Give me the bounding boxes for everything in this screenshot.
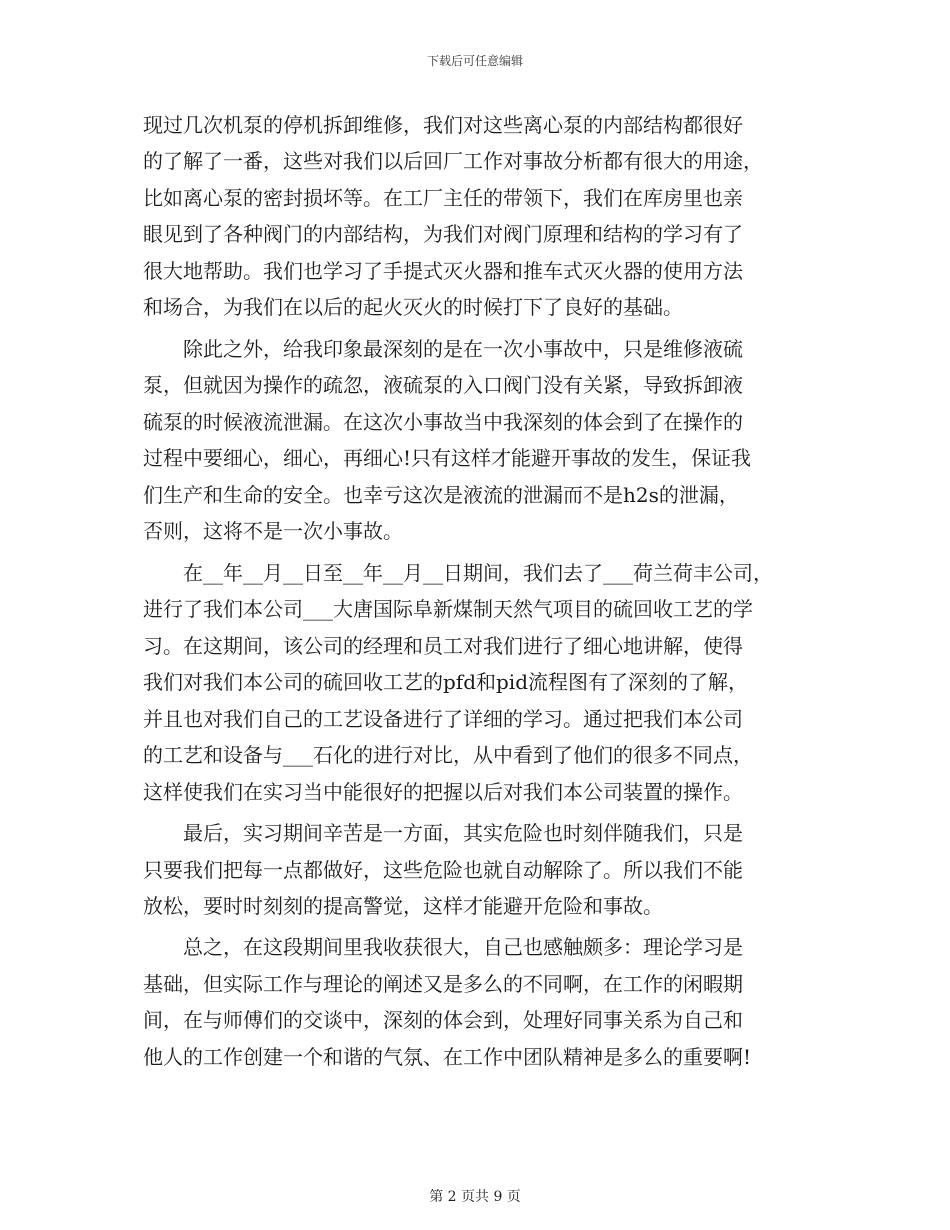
text-line: 除此之外，给我印象最深刻的是在一次小事故中，只是维修液硫	[143, 337, 743, 361]
text-line: 这样使我们在实习当中能很好的把握以后对我们本公司装置的操作。	[143, 780, 743, 804]
text-line: 们生产和生命的安全。也幸亏这次是液流的泄漏而不是h2s的泄漏，	[143, 483, 739, 507]
text-line: 硫泵的时候液流泄漏。在这次小事故当中我深刻的体会到了在操作的	[143, 410, 743, 434]
text-line: 间，在与师傅们的交谈中，深刻的体会到，处理好同事关系为自己和	[143, 1008, 743, 1032]
text-line: 进行了我们本公司___大唐国际阜新煤制天然气项目的硫回收工艺的学	[143, 597, 753, 621]
text-line: 否则，这将不是一次小事故。	[143, 519, 403, 543]
text-line: 习。在这期间，该公司的经理和员工对我们进行了细心地讲解，使得	[143, 634, 743, 658]
text-line: 基础，但实际工作与理论的阐述又是多么的不同啊，在工作的闲暇期	[143, 972, 743, 996]
text-line: 的了解了一番，这些对我们以后回厂工作对事故分析都有很大的用途，	[143, 149, 763, 173]
text-line: 很大地帮助。我们也学习了手提式灭火器和推车式灭火器的使用方法	[143, 259, 743, 283]
text-line: 和场合，为我们在以后的起火灭火的时候打下了良好的基础。	[143, 295, 683, 319]
text-line: 眼见到了各种阀门的内部结构，为我们对阀门原理和结构的学习有了	[143, 222, 743, 246]
text-line: 现过几次机泵的停机拆卸维修，我们对这些离心泵的内部结构都很好	[143, 113, 743, 137]
text-line: 最后，实习期间辛苦是一方面，其实危险也时刻伴随我们，只是	[143, 821, 743, 845]
text-line: 总之，在这段期间里我收获很大，自己也感触颇多：理论学习是	[143, 935, 743, 959]
text-line: 并且也对我们自己的工艺设备进行了详细的学习。通过把我们本公司	[143, 707, 743, 731]
text-line: 比如离心泵的密封损坏等。在工厂主任的带领下，我们在库房里也亲	[143, 186, 743, 210]
text-line: 泵，但就因为操作的疏忽，液硫泵的入口阀门没有关紧，导致拆卸液	[143, 373, 743, 397]
page-footer: 第 2 页共 9 页	[429, 1189, 521, 1205]
page-header: 下载后可任意编辑	[426, 54, 523, 68]
text-line: 过程中要细心，细心，再细心!只有这样才能避开事故的发生，保证我	[143, 446, 752, 470]
text-line: 在__年__月__日至__年__月__日期间，我们去了___荷兰荷丰公司，	[143, 561, 773, 585]
text-line: 的工艺和设备与___石化的进行对比，从中看到了他们的很多不同点，	[143, 743, 753, 767]
text-line: 放松，要时时刻刻的提高警觉，这样才能避开危险和事故。	[143, 894, 663, 918]
text-line: 他人的工作创建一个和谐的气氛、在工作中团队精神是多么的重要啊!	[143, 1045, 752, 1069]
text-line: 我们对我们本公司的硫回收工艺的pfd和pid流程图有了深刻的了解，	[143, 670, 749, 694]
text-line: 只要我们把每一点都做好，这些危险也就自动解除了。所以我们不能	[143, 858, 743, 882]
